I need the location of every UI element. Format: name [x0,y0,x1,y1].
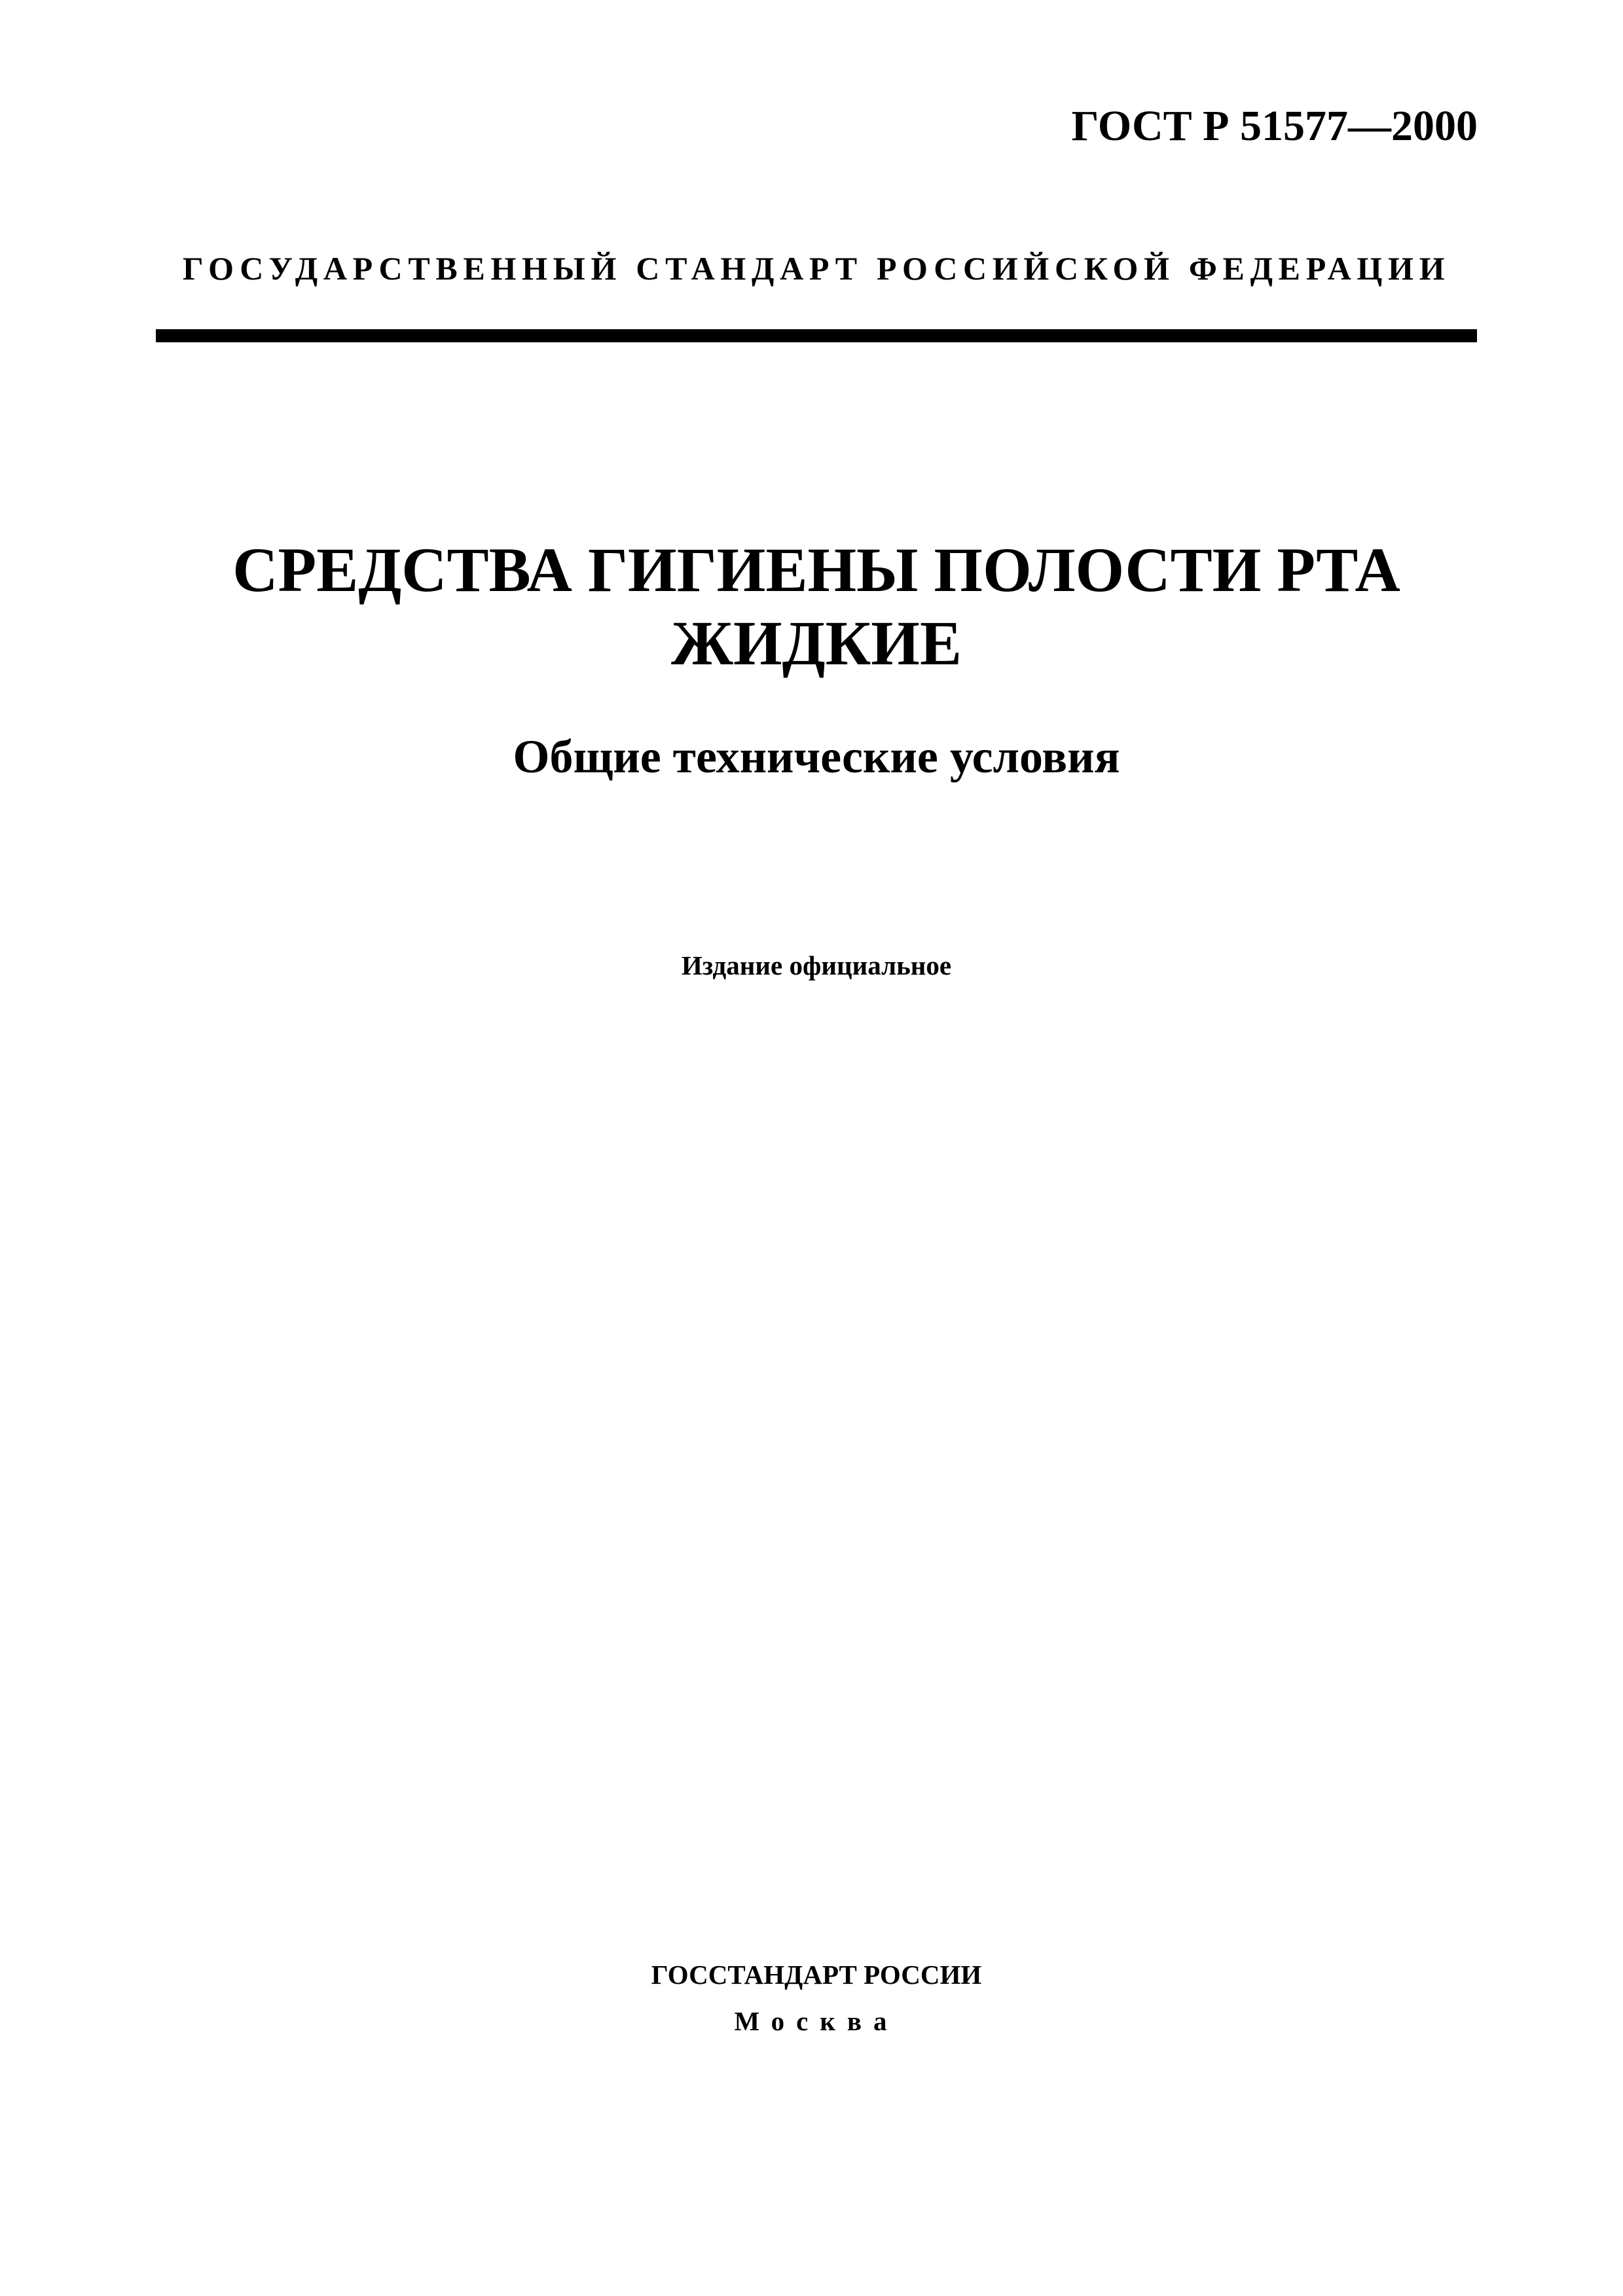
title-line-1: СРЕДСТВА ГИГИЕНЫ ПОЛОСТИ РТА [232,535,1400,605]
document-title [156,533,1477,680]
title-line-2: ЖИДКИЕ [671,608,962,678]
standard-number: ГОСТ Р 51577—2000 [1071,102,1478,150]
document-subtitle: Общие технические условия [513,730,1120,783]
publisher-city: Москва [734,2006,899,2036]
header-rule [156,329,1477,342]
issuing-body-header: ГОСУДАРСТВЕННЫЙ СТАНДАРТ РОССИЙСКОЙ ФЕДЕРАЦИИ [182,250,1451,287]
edition-note: Издание официальное [681,950,952,980]
publisher-name: ГОССТАНДАРТ РОССИИ [651,1960,982,1990]
